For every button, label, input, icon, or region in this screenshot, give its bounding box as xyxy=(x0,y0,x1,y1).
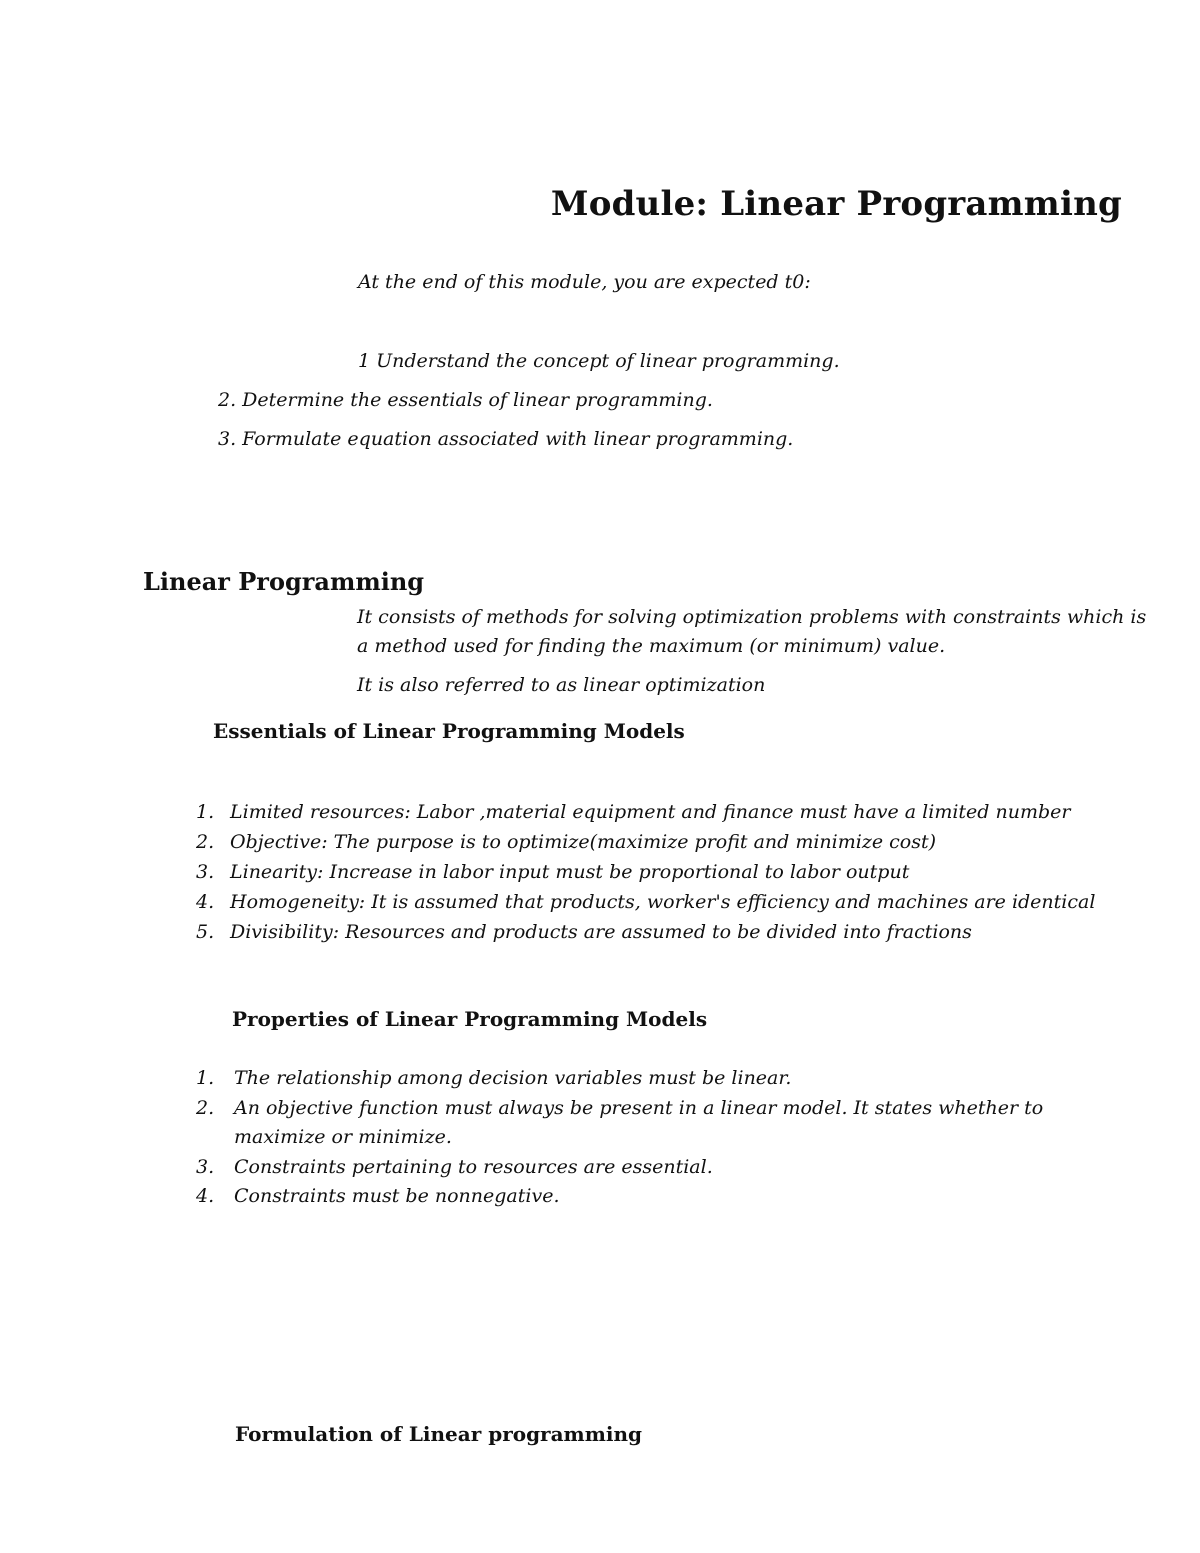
objective-item: 3. Formulate equation associated with linear programming. xyxy=(218,428,794,450)
linear-programming-alias: It is also referred to as linear optimization xyxy=(357,674,766,696)
list-number: 1. xyxy=(196,1067,215,1089)
list-number: 2. xyxy=(196,831,215,853)
module-intro: At the end of this module, you are expected t0: xyxy=(358,271,811,293)
objective-item: 2. Determine the essentials of linear programming. xyxy=(218,389,713,411)
list-text: Objective: The purpose is to optimize(maximize profit and minimize cost) xyxy=(230,831,937,853)
essentials-list xyxy=(196,797,1156,947)
list-number: 4. xyxy=(196,1185,215,1207)
list-item xyxy=(196,827,1156,857)
objective-item: 1 Understand the concept of linear programming. xyxy=(358,350,840,372)
list-item xyxy=(196,1064,1096,1094)
module-title: Module: Linear Programming xyxy=(550,184,1122,224)
list-number: 3. xyxy=(196,861,215,883)
linear-programming-definition: It consists of methods for solving optimization problems with constraints which is a method used for finding the maximum (or minimum) value. xyxy=(357,606,1147,658)
essentials-heading: Essentials of Linear Programming Models xyxy=(213,719,685,743)
list-number: 2. xyxy=(196,1096,215,1119)
list-number: 5. xyxy=(196,921,215,943)
list-number: 3. xyxy=(196,1155,215,1178)
list-item xyxy=(196,887,1156,917)
formulation-heading: Formulation of Linear programming xyxy=(235,1422,643,1446)
properties-list xyxy=(196,1064,1096,1212)
list-text: Constraints must be nonnegative. xyxy=(234,1185,560,1207)
list-text: Divisibility: Resources and products are assumed to be divided into fractions xyxy=(230,921,972,943)
list-text: Linearity: Increase in labor input must be proportional to labor output xyxy=(230,861,910,883)
section-heading-linear-programming: Linear Programming xyxy=(143,567,425,596)
properties-heading: Properties of Linear Programming Models xyxy=(232,1007,708,1031)
list-text: Limited resources: Labor ,material equipment and finance must have a limited number xyxy=(230,801,1071,823)
list-number: 4. xyxy=(196,891,215,913)
list-text: The relationship among decision variables must be linear. xyxy=(234,1067,792,1089)
list-text: An objective function must always be present in a linear model. It states whether to maximize or minimize. xyxy=(234,1096,1044,1148)
list-number: 1. xyxy=(196,801,215,823)
list-item xyxy=(196,1182,1096,1212)
list-text: Homogeneity: It is assumed that products, worker's efficiency and machines are identical xyxy=(230,891,1096,913)
list-item xyxy=(196,857,1156,887)
list-text: Constraints pertaining to resources are essential. xyxy=(234,1155,713,1178)
list-item xyxy=(196,1094,1096,1153)
list-item xyxy=(196,1153,1096,1183)
list-item xyxy=(196,917,1156,947)
list-item xyxy=(196,797,1156,827)
